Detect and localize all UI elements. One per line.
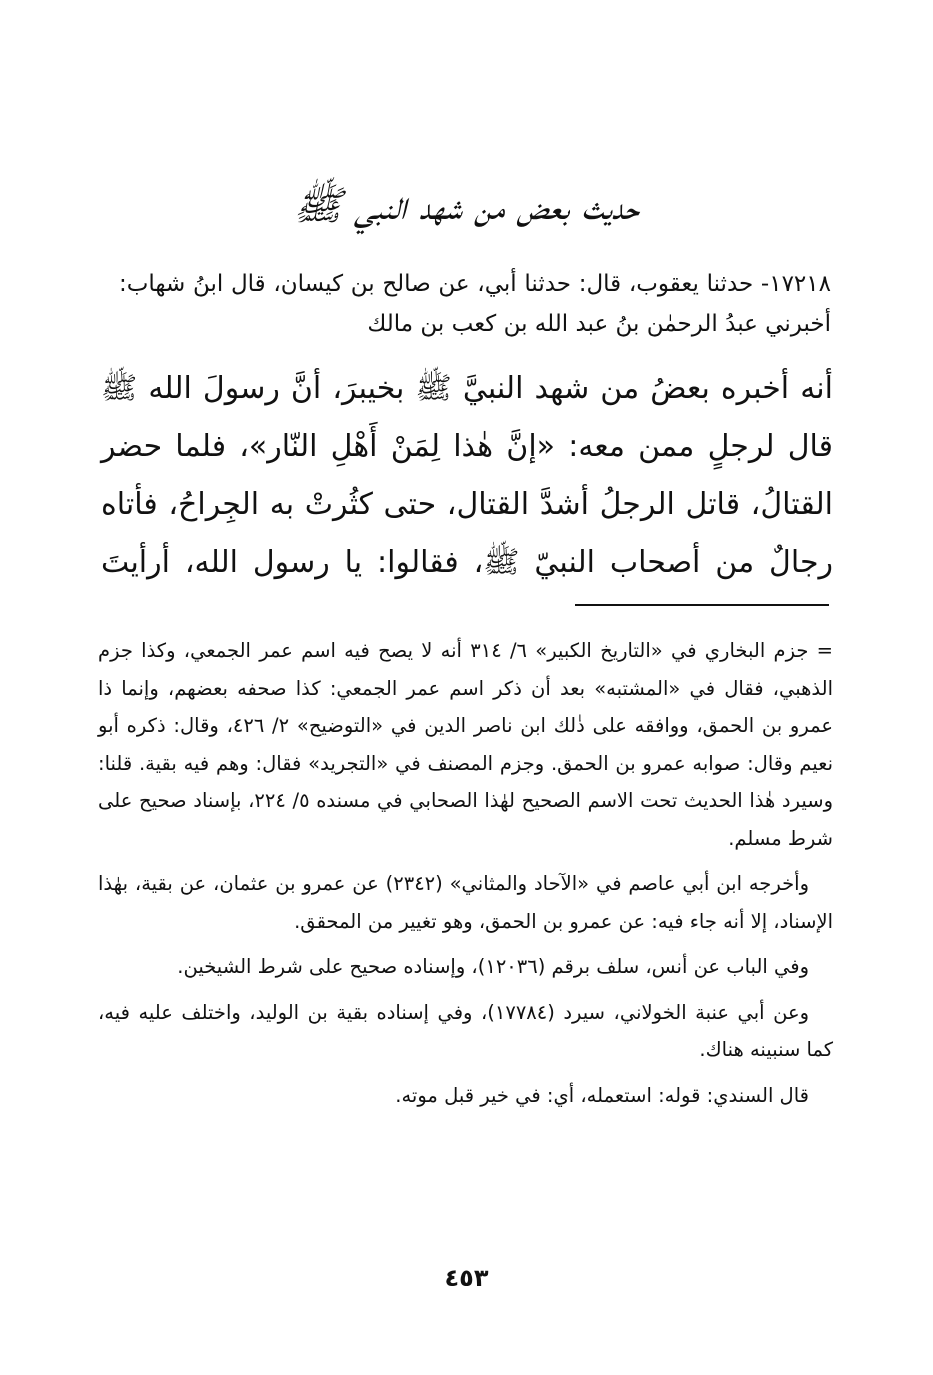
hadith-matn-text: أنه أخبره بعضُ من شهد النبيَّ ﷺ بخيبرَ، أنَّ رسولَ الله ﷺ قال لرجلٍ ممن معه: «إنَّ هٰذا لِمَنْ أَهْلِ النّار»، فلما حضر القتالُ، قاتل الرجلُ أشدَّ القتال، حتى كثُرتْ به الجِراحُ، فأتاه رجالٌ من أصحاب النبيّ ﷺ، فقالوا: يا رسول الله، أرأيتَ: [101, 371, 833, 580]
chapter-title: حديث بعض من شهد النبي ﷺ: [293, 183, 640, 229]
hadith-isnad: [119, 264, 831, 344]
page-number: ٤٥٣: [444, 1264, 489, 1292]
footnotes: [98, 632, 833, 1122]
footnote-divider: [575, 604, 829, 606]
footnote-paragraph: = جزم البخاري في «التاريخ الكبير» ٦/ ٣١٤ أنه لا يصح فيه اسم عمر الجمعي، وكذا جزم الذهبي، فقال في «المشتبه» بعد أن ذكر اسم عمر الجمعي: كذا صحفه بعضهم، وإنما ذا عمرو بن الحمق، ووافقه على ذٰلك ابن ناصر الدين في «التوضيح» ٢/ ٤٢٦، وقال: ذكره أبو نعيم وقال: صوابه عمرو بن الحمق. وجزم المصنف في «التجريد» فقال: وهم فيه بقية. قلنا: وسيرد هٰذا الحديث تحت الاسم الصحيح لهٰذا الصحابي في مسنده ٥/ ٢٢٤، بإسناد صحيح على شرط مسلم.: [98, 639, 833, 850]
footnote-paragraph: وأخرجه ابن أبي عاصم في «الآحاد والمثاني» (٢٣٤٢) عن عمرو بن عثمان، عن بقية، بهٰذا الإسناد، إلا أنه جاء فيه: عن عمرو بن الحمق، وهو تغيير من المحقق.: [98, 872, 833, 933]
footnote-paragraph: وعن أبي عنبة الخولاني، سيرد (١٧٧٨٤)، وفي إسناده بقية بن الوليد، واختلف عليه فيه، كما سنبينه هناك.: [98, 1000, 833, 1061]
footnote-paragraph: قال السندي: قوله: استعمله، أي: في خير قبل موته.: [395, 1083, 809, 1107]
hadith-matn: [101, 360, 833, 592]
footnote-paragraph: وفي الباب عن أنس، سلف برقم (١٢٠٣٦)، وإسناده صحيح على شرط الشيخين.: [177, 955, 809, 978]
hadith-isnad-text: ١٧٢١٨- حدثنا يعقوب، قال: حدثنا أبي، عن صالح بن كيسان، قال ابنُ شهاب: أخبرني عبدُ الرحمٰن بنُ عبد الله بن كعب بن مالك: [119, 271, 831, 337]
